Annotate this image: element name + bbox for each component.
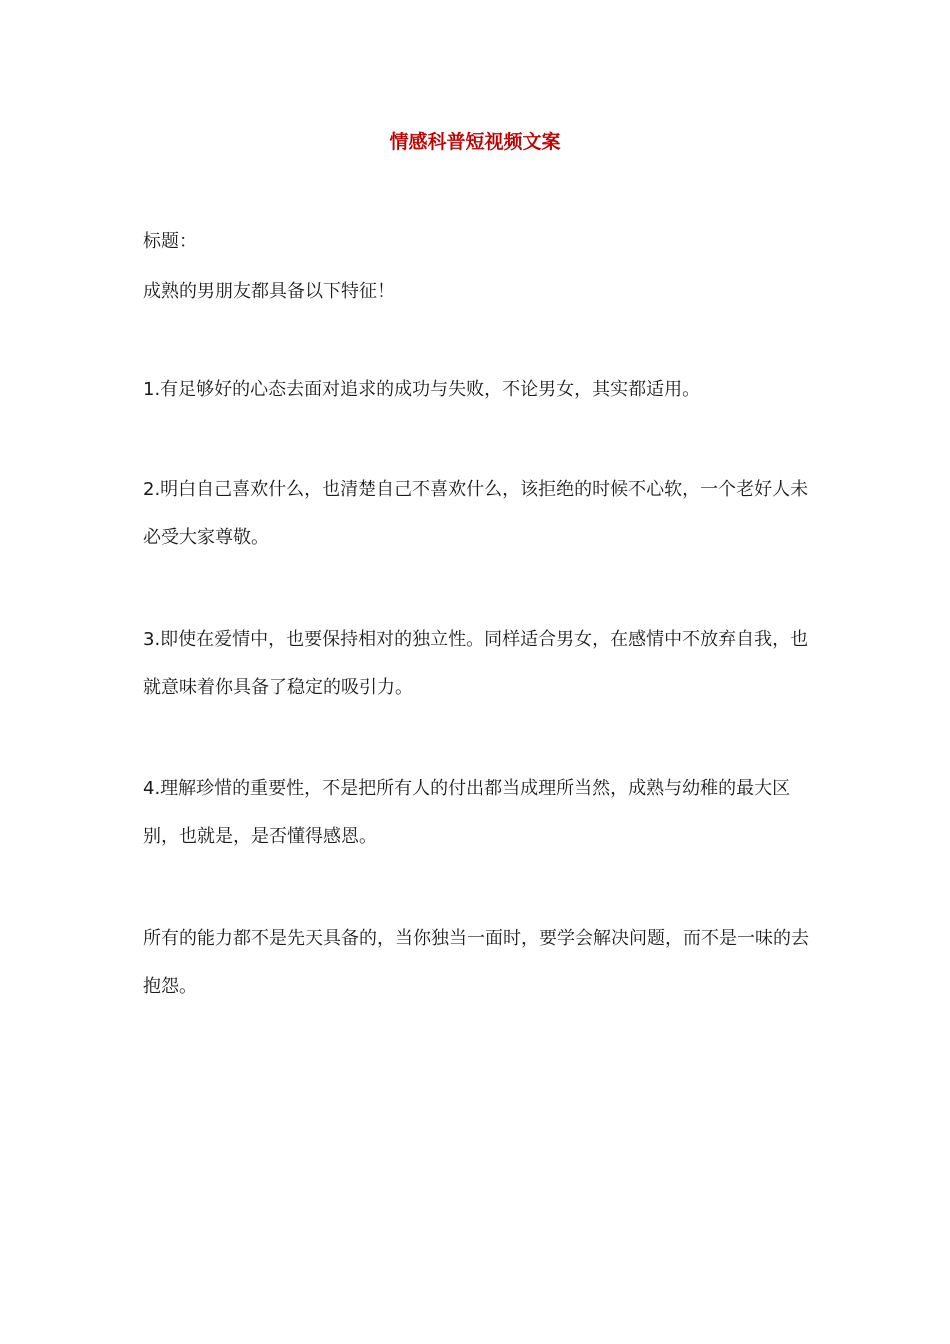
list-item: 4.理解珍惜的重要性，不是把所有人的付出都当成理所当然，成熟与幼稚的最大区别，也就是，是否懂得感恩。 — [143, 778, 791, 847]
headline-label: 标题： — [143, 231, 197, 252]
document-title: 情感科普短视频文案 — [389, 131, 561, 153]
closing-paragraph: 所有的能力都不是先天具备的，当你独当一面时，要学会解决问题，而不是一味的去抱怨。 — [143, 928, 809, 997]
list-item: 2.明白自己喜欢什么，也清楚自己不喜欢什么，该拒绝的时候不心软，一个老好人未必受大家尊敬。 — [143, 479, 809, 548]
list-item: 1.有足够好的心态去面对追求的成功与失败，不论男女，其实都适用。 — [143, 379, 701, 400]
list-item: 3.即使在爱情中，也要保持相对的独立性。同样适合男女，在感情中不放弃自我，也就意味着你具备了稳定的吸引力。 — [143, 629, 809, 698]
headline-text: 成熟的男朋友都具备以下特征！ — [143, 281, 395, 302]
